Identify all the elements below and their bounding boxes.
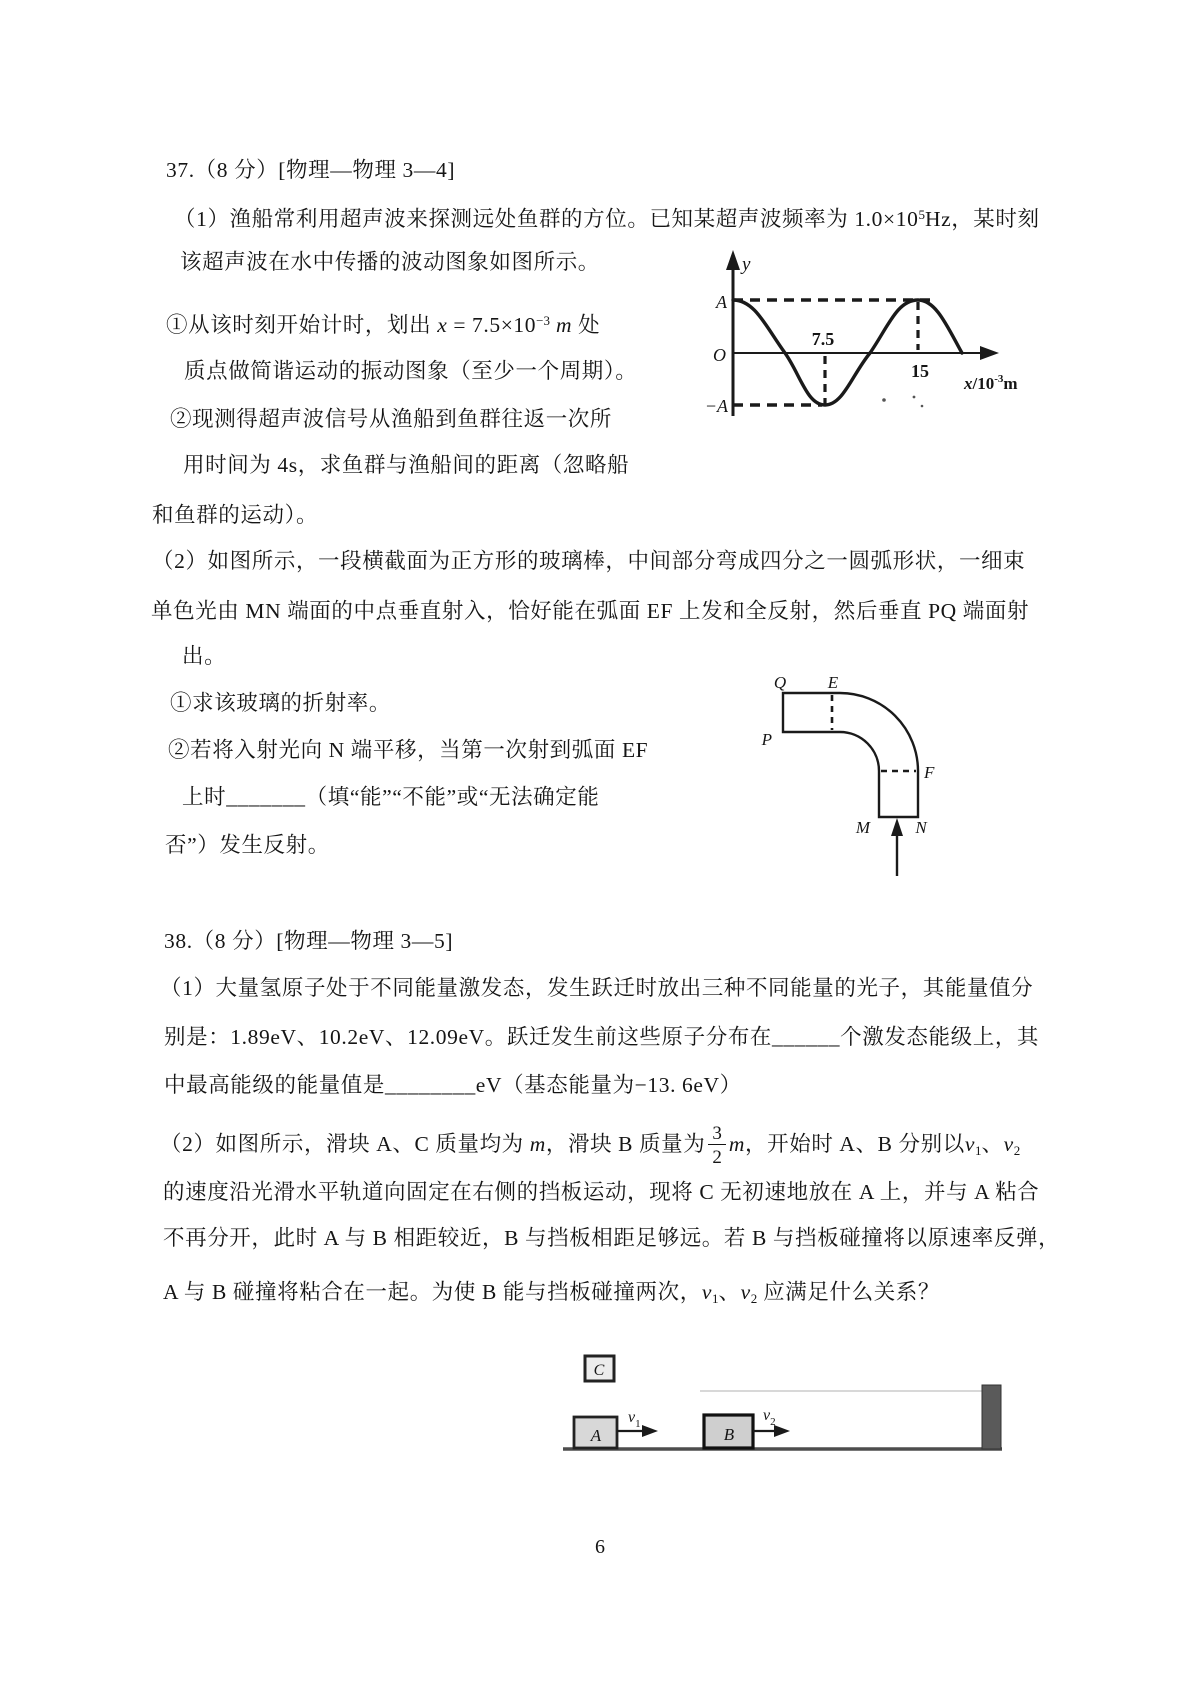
p38-part2-line4: [163, 1277, 940, 1314]
label-P: P: [761, 730, 772, 749]
v2-subscript: 2: [770, 1416, 776, 1428]
v1-var: v: [628, 1409, 636, 1426]
blocks-diagram: [550, 1343, 1020, 1461]
p37-part1-item1-line1: [166, 306, 600, 340]
label-N: N: [915, 818, 927, 837]
subscript: 1: [711, 1291, 719, 1306]
subscript: 2: [1013, 1143, 1021, 1159]
p37-part2-line1: （2）如图所示，一段横截面为正方形的玻璃棒，中间部分弯成四分之一圆弧形状，一细束: [152, 549, 1026, 573]
label-block-C: C: [593, 1362, 605, 1379]
wave-diagram: [650, 228, 1045, 423]
math-unit-m: m: [555, 313, 573, 337]
text-run: 应满足什么关系？: [757, 1280, 941, 1304]
v2-arrow-head: [774, 1425, 790, 1437]
p37-part2-item2-line3: 否”）发生反射。: [165, 833, 330, 857]
fraction-three-halves: [708, 1122, 726, 1167]
x-unit-exponent: -3: [994, 373, 1004, 385]
speck: [882, 398, 886, 402]
text-run: （1）渔船常利用超声波来探测远处鱼群的方位。已知某超声波频率为 1.0×10: [174, 207, 919, 231]
math-velocity-v: v: [740, 1280, 751, 1304]
x-axis-arrow: [980, 346, 999, 360]
speck: [921, 405, 924, 408]
superscript: 5: [918, 207, 925, 222]
p37-part1-item2-line1: ②现测得超声波信号从渔船到鱼群往返一次所: [170, 407, 613, 431]
label-block-A: A: [590, 1426, 602, 1445]
text-run: ，滑块 B 质量为: [545, 1132, 706, 1157]
trough-x-value: 7.5: [811, 329, 835, 349]
math-mass-m: m: [728, 1132, 746, 1157]
p37-part1-line2: 该超声波在水中传播的波动图象如图所示。: [180, 250, 600, 274]
glass-rod-diagram: [748, 653, 948, 893]
p38-part2-line1: [160, 1122, 1020, 1171]
x-var: x: [964, 374, 973, 393]
text-run: 、: [981, 1132, 1004, 1157]
text-run: A 与 B 碰撞将粘合在一起。为使 B 能与挡板碰撞两次，: [163, 1280, 702, 1304]
text-run: = 7.5×10: [447, 313, 537, 337]
p37-part1-item2-line3: 和鱼群的运动）。: [152, 503, 319, 527]
p37-part1-item2-line2: 用时间为 4s，求鱼群与渔船间的距离（忽略船: [183, 453, 630, 477]
subscript: 1: [975, 1143, 982, 1159]
math-velocity-v: v: [1003, 1132, 1014, 1157]
text-run: ①从该时刻开始计时，划出: [166, 313, 438, 337]
label-F: F: [924, 763, 935, 782]
label-M: M: [855, 818, 871, 837]
p37-part2-item1: ①求该玻璃的折射率。: [170, 691, 392, 715]
x-unit-base: /10: [972, 374, 995, 393]
amplitude-label: A: [716, 292, 727, 312]
y-axis-label: y: [742, 254, 751, 275]
wall: [982, 1385, 1001, 1449]
text-run: Hz，某时刻: [924, 207, 1040, 231]
problem-37-heading: 37.（8 分）[物理—物理 3—4]: [166, 158, 456, 182]
label-v1: [628, 1409, 641, 1430]
p37-part2-item2-line2-blank: 上时_______（填“能”“不能”或“无法确定能: [182, 785, 600, 809]
p37-part2-line2: 单色光由 MN 端面的中点垂直射入，恰好能在弧面 EF 上发和全反射，然后垂直 PQ 端面射: [151, 599, 1030, 623]
p37-part1-item1-line2: 质点做简谐运动的振动图象（至少一个周期）。: [184, 359, 638, 383]
p37-part2-line3: 出。: [182, 644, 227, 668]
label-block-B: B: [723, 1425, 735, 1444]
label-v2: [763, 1407, 776, 1428]
y-axis-arrow: [726, 250, 740, 270]
p38-part1-line1: （1）大量氢原子处于不同能量激发态，发生跃迁时放出三种不同能量的光子，其能量值分: [160, 976, 1034, 1000]
fraction-numerator: 3: [712, 1123, 722, 1144]
p38-part1-line3-blank: 中最高能级的能量值是________eV（基态能量为−13. 6eV）: [164, 1073, 742, 1097]
math-variable-x: x: [437, 313, 448, 337]
negative-amplitude-label: −A: [704, 396, 728, 416]
v1-arrow-head: [642, 1425, 658, 1437]
x-unit-m: m: [1003, 374, 1018, 393]
text-run: ，开始时 A、B 分别以: [745, 1132, 965, 1157]
crest-x-value: 15: [911, 361, 929, 381]
subscript: 2: [750, 1291, 758, 1306]
p38-part2-line3: 不再分开，此时 A 与 B 相距较近，B 与挡板相距足够远。若 B 与挡板碰撞将以原速率反弹，: [163, 1226, 1061, 1250]
speck: [913, 396, 916, 399]
p38-part2-line2: 的速度沿光滑水平轨道向固定在右侧的挡板运动，现将 C 无初速地放在 A 上，并与 A 粘合: [163, 1180, 1040, 1204]
text-run: （2）如图所示，滑块 A、C 质量均为: [160, 1132, 530, 1157]
p38-part1-line2-blank: 别是：1.89eV、10.2eV、12.09eV。跃迁发生前这些原子分布在______个激发态能级上，其: [164, 1025, 1040, 1049]
text-run: 、: [718, 1280, 741, 1304]
origin-label: O: [713, 345, 726, 365]
v1-subscript: 1: [635, 1418, 641, 1430]
math-velocity-v: v: [701, 1280, 712, 1304]
page-number: 6: [595, 1536, 605, 1558]
math-velocity-v: v: [964, 1132, 976, 1157]
v2-var: v: [763, 1407, 771, 1424]
fraction-denominator: 2: [708, 1144, 726, 1167]
label-Q: Q: [773, 673, 787, 692]
problem-38-heading: 38.（8 分）[物理—物理 3—5]: [164, 929, 454, 953]
superscript: −3: [536, 313, 550, 328]
label-E: E: [827, 673, 839, 692]
text-run: 处: [572, 313, 601, 337]
x-axis-unit-label: [963, 373, 1018, 393]
math-mass-m: m: [529, 1132, 546, 1157]
incident-ray-arrow: [891, 818, 903, 836]
glass-rod-outline: [783, 693, 918, 817]
p37-part2-item2-line1: ②若将入射光向 N 端平移，当第一次射到弧面 EF: [168, 738, 649, 762]
